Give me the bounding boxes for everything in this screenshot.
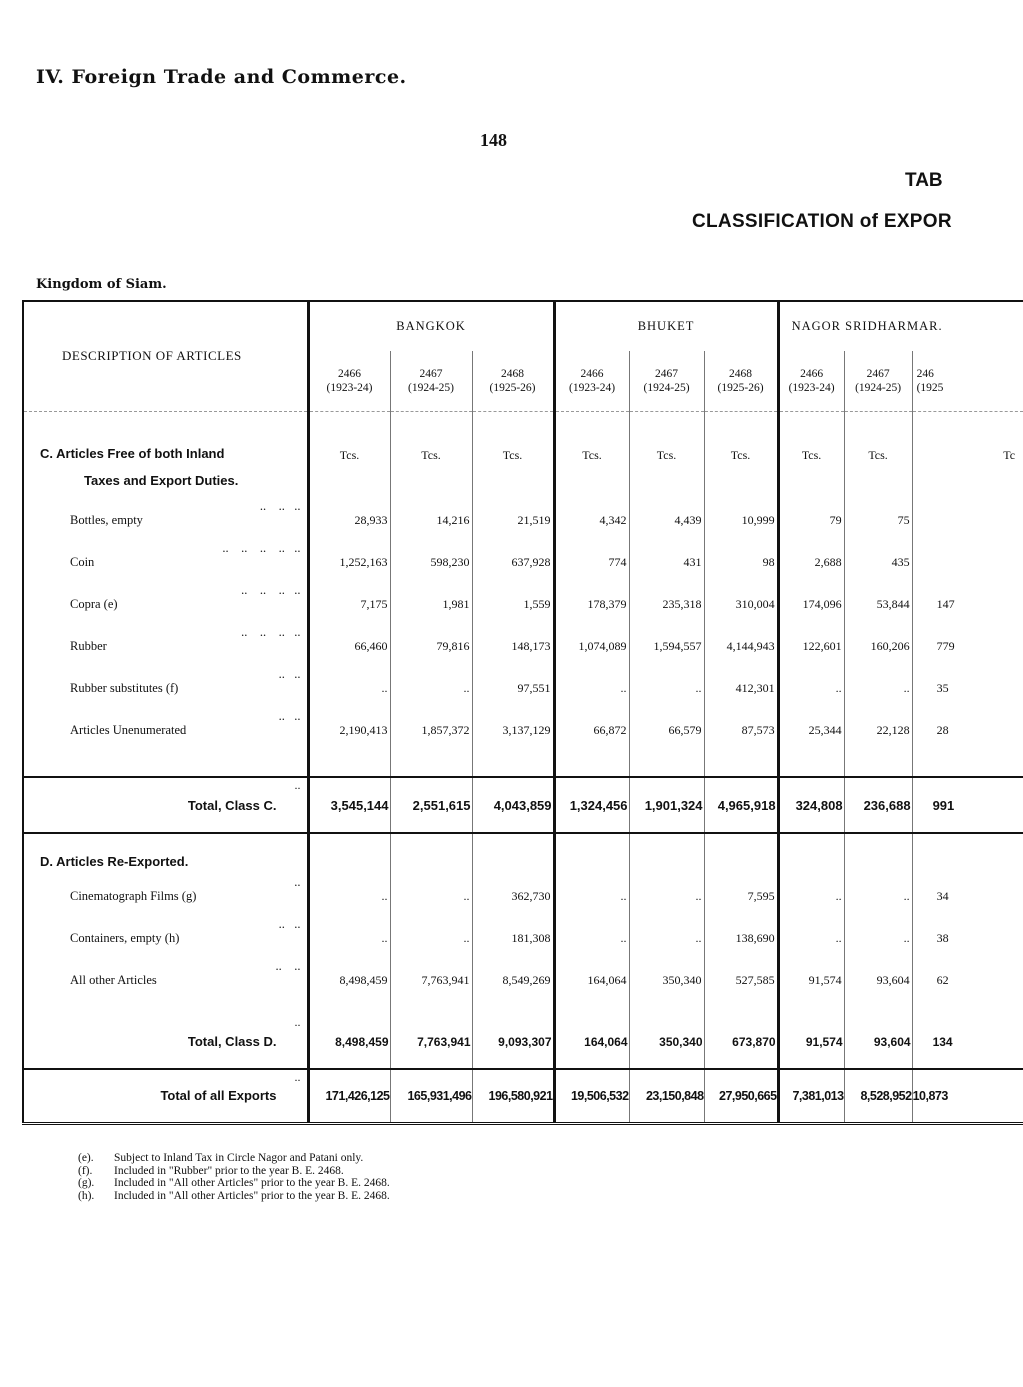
cell-value: 178,379 [554, 583, 629, 625]
cell-value: .. [554, 667, 629, 709]
cell-value: .. [390, 875, 472, 917]
row-label: Coin [70, 554, 95, 569]
unit-label: Tcs. [844, 411, 912, 499]
cell-value: 28 [912, 709, 1023, 751]
cell-value: 87,573 [704, 709, 778, 751]
cell-value: 75 [844, 499, 912, 541]
cell-value: 1,559 [472, 583, 554, 625]
cell-value: .. [554, 875, 629, 917]
exports-table-container [22, 300, 1016, 1140]
cell-value: 53,844 [844, 583, 912, 625]
description-header-cell [23, 301, 308, 411]
cell-value: 181,308 [472, 917, 554, 959]
cell-value: 8,498,459 [308, 959, 390, 1001]
cell-value: .. [629, 667, 704, 709]
total-value: 1,901,324 [629, 777, 704, 833]
year-header: 2468 (1925-26) [704, 351, 778, 411]
table-row: All other Articles .. .. 8,498,459 7,763,941 8,549,269 164,064 350,340 527,585 91,574 93,604 62 [23, 959, 1023, 1001]
class-d-heading: D. Articles Re-Exported. [23, 833, 308, 875]
row-label: Articles Unenumerated [70, 722, 187, 737]
cell-value: 10,999 [704, 499, 778, 541]
total-value: 8,498,459 [308, 1015, 390, 1069]
cell-value: 93,604 [844, 959, 912, 1001]
cell-value: 3,137,129 [472, 709, 554, 751]
table-row: Rubber substitutes (f) .. .. .. .. 97,551 .. .. 412,301 .. .. 35 [23, 667, 1023, 709]
cell-value: 8,549,269 [472, 959, 554, 1001]
cell-value: 7,763,941 [390, 959, 472, 1001]
table-row: Containers, empty (h) .. .. .. .. 181,308 .. .. 138,690 .. .. 38 [23, 917, 1023, 959]
cell-value: 25,344 [778, 709, 844, 751]
section-title: IV. Foreign Trade and Commerce. [36, 66, 407, 88]
cell-value: 79,816 [390, 625, 472, 667]
cell-value: 79 [778, 499, 844, 541]
total-value: 4,043,859 [472, 777, 554, 833]
total-value: 134 [912, 1015, 1023, 1069]
grand-total-value: 165,931,496 [390, 1069, 472, 1123]
year-header: 246 (1925 [912, 351, 1023, 411]
cell-value: 637,928 [472, 541, 554, 583]
total-label: Total, Class C. [187, 797, 277, 813]
cell-value: 35 [912, 667, 1023, 709]
cell-value: 598,230 [390, 541, 472, 583]
total-value: 1,324,456 [554, 777, 629, 833]
row-label: All other Articles [70, 972, 157, 987]
grand-total-label: Total of all Exports [160, 1088, 277, 1104]
year-header: 2467 (1924-25) [844, 351, 912, 411]
row-label: Copra (e) [70, 596, 118, 611]
cell-value: 1,252,163 [308, 541, 390, 583]
year-header: 2467 (1924-25) [390, 351, 472, 411]
cell-value: 148,173 [472, 625, 554, 667]
cell-value: 147 [912, 583, 1023, 625]
cell-value: .. [308, 917, 390, 959]
table-row: Copra (e) .. .. .. .. 7,175 1,981 1,559 178,379 235,318 310,004 174,096 53,844 147 [23, 583, 1023, 625]
cell-value: .. [308, 667, 390, 709]
cell-value: 97,551 [472, 667, 554, 709]
row-label: Bottles, empty [70, 512, 143, 527]
cell-value: 1,594,557 [629, 625, 704, 667]
total-class-c-row: Total, Class C. .. 3,545,144 2,551,615 4,043,859 1,324,456 1,901,324 4,965,918 324,808 236,688 991 [23, 777, 1023, 833]
cell-value: 4,144,943 [704, 625, 778, 667]
cell-value: 527,585 [704, 959, 778, 1001]
table-row: Coin .. .. .. .. .. 1,252,163 598,230 637,928 774 431 98 2,688 435 [23, 541, 1023, 583]
row-label: Rubber substitutes (f) [70, 680, 179, 695]
row-label: Containers, empty (h) [70, 930, 180, 945]
cell-value: .. [390, 917, 472, 959]
grand-total-row: Total of all Exports .. 171,426,125 165,931,496 196,580,921 19,506,532 23,150,848 27,950,665 7,381,013 8,528,952 10,873 [23, 1069, 1023, 1123]
cell-value: .. [778, 917, 844, 959]
unit-label: Tc [912, 411, 1023, 499]
unit-label: Tcs. [554, 411, 629, 499]
year-header: 2466 (1923-24) [308, 351, 390, 411]
total-value: 91,574 [778, 1015, 844, 1069]
cell-value: 2,190,413 [308, 709, 390, 751]
cell-value: .. [778, 875, 844, 917]
unit-label: Tcs. [778, 411, 844, 499]
total-value: 9,093,307 [472, 1015, 554, 1069]
cell-value: 22,128 [844, 709, 912, 751]
cell-value: 412,301 [704, 667, 778, 709]
exports-table [22, 300, 1023, 1127]
cell-value: 7,175 [308, 583, 390, 625]
year-header: 2466 (1923-24) [778, 351, 844, 411]
cell-value: .. [844, 917, 912, 959]
cell-value: .. [629, 875, 704, 917]
cell-value: 1,074,089 [554, 625, 629, 667]
cell-value: .. [778, 667, 844, 709]
cell-value: 174,096 [778, 583, 844, 625]
cell-value: 4,342 [554, 499, 629, 541]
table-row: Bottles, empty .. .. .. 28,933 14,216 21,519 4,342 4,439 10,999 79 75 [23, 499, 1023, 541]
row-label: Rubber [70, 638, 107, 653]
cell-value: 1,981 [390, 583, 472, 625]
port-bangkok: BANGKOK [308, 301, 554, 351]
cell-value: 4,439 [629, 499, 704, 541]
cell-value: 138,690 [704, 917, 778, 959]
grand-total-value: 10,873 [912, 1069, 1023, 1123]
unit-label: Tcs. [308, 411, 390, 499]
year-header: 2467 (1924-25) [629, 351, 704, 411]
total-value: 7,763,941 [390, 1015, 472, 1069]
total-value: 350,340 [629, 1015, 704, 1069]
total-class-d-row: Total, Class D. .. 8,498,459 7,763,941 9,093,307 164,064 350,340 673,870 91,574 93,604 134 [23, 1015, 1023, 1069]
total-value: 991 [912, 777, 1023, 833]
footnotes [78, 1152, 390, 1202]
cell-value: 62 [912, 959, 1023, 1001]
cell-value: 7,595 [704, 875, 778, 917]
unit-label: Tcs. [704, 411, 778, 499]
cell-value: .. [390, 667, 472, 709]
grand-total-value: 27,950,665 [704, 1069, 778, 1123]
grand-total-value: 8,528,952 [844, 1069, 912, 1123]
cell-value: 28,933 [308, 499, 390, 541]
table-row: Rubber .. .. .. .. 66,460 79,816 148,173 1,074,089 1,594,557 4,144,943 122,601 160,206 779 [23, 625, 1023, 667]
footnote: (h). Included in "All other Articles" prior to the year B. E. 2468. [78, 1189, 390, 1202]
cell-value: 779 [912, 625, 1023, 667]
grand-total-value: 23,150,848 [629, 1069, 704, 1123]
grand-total-value: 196,580,921 [472, 1069, 554, 1123]
cell-value: 310,004 [704, 583, 778, 625]
unit-label: Tcs. [472, 411, 554, 499]
total-value: 324,808 [778, 777, 844, 833]
footnote: (g). Included in "All other Articles" prior to the year B. E. 2468. [78, 1177, 390, 1189]
cell-value: 66,460 [308, 625, 390, 667]
total-value: 2,551,615 [390, 777, 472, 833]
cell-value [912, 541, 1023, 583]
cell-value: 435 [844, 541, 912, 583]
cell-value: 14,216 [390, 499, 472, 541]
cell-value: 235,318 [629, 583, 704, 625]
class-c-heading: C. Articles Free of both Inland Taxes and Export Duties. [23, 411, 308, 499]
cell-value: 38 [912, 917, 1023, 959]
cell-value: .. [629, 917, 704, 959]
cell-value: 98 [704, 541, 778, 583]
description-header: DESCRIPTION OF ARTICLES [62, 348, 242, 364]
unit-label: Tcs. [629, 411, 704, 499]
cell-value: 160,206 [844, 625, 912, 667]
year-header: 2468 (1925-26) [472, 351, 554, 411]
total-value: 93,604 [844, 1015, 912, 1069]
port-nagor-sridharmar: NAGOR SRIDHARMAR. [778, 301, 1023, 351]
cell-value: 1,857,372 [390, 709, 472, 751]
grand-total-value: 171,426,125 [308, 1069, 390, 1123]
grand-total-value: 7,381,013 [778, 1069, 844, 1123]
cell-value: 774 [554, 541, 629, 583]
cell-value: .. [844, 875, 912, 917]
page-number: 148 [480, 130, 507, 150]
grand-total-value: 19,506,532 [554, 1069, 629, 1123]
footnote: (f). Included in "Rubber" prior to the year B. E. 2468. [78, 1164, 344, 1177]
cell-value: 164,064 [554, 959, 629, 1001]
total-value: 4,965,918 [704, 777, 778, 833]
table-label: TAB [905, 170, 943, 191]
footnote: (e). Subject to Inland Tax in Circle Nagor and Patani only. [78, 1152, 364, 1164]
cell-value: 2,688 [778, 541, 844, 583]
cell-value: 66,579 [629, 709, 704, 751]
row-label: Cinematograph Films (g) [70, 888, 197, 903]
cell-value: 350,340 [629, 959, 704, 1001]
table-row: Articles Unenumerated .. .. 2,190,413 1,857,372 3,137,129 66,872 66,579 87,573 25,344 22,128 28 [23, 709, 1023, 751]
cell-value: .. [308, 875, 390, 917]
total-value: 3,545,144 [308, 777, 390, 833]
cell-value: 34 [912, 875, 1023, 917]
cell-value: 66,872 [554, 709, 629, 751]
cell-value [912, 499, 1023, 541]
year-header: 2466 (1923-24) [554, 351, 629, 411]
total-label: Total, Class D. [187, 1034, 277, 1049]
unit-label: Tcs. [390, 411, 472, 499]
total-value: 673,870 [704, 1015, 778, 1069]
kingdom-label: Kingdom of Siam. [36, 277, 167, 292]
cell-value: 91,574 [778, 959, 844, 1001]
total-value: 164,064 [554, 1015, 629, 1069]
port-bhuket: BHUKET [554, 301, 778, 351]
table-row: Cinematograph Films (g) .. .. .. 362,730 .. .. 7,595 .. .. 34 [23, 875, 1023, 917]
classification-title: CLASSIFICATION of EXPOR [692, 211, 952, 232]
cell-value: .. [844, 667, 912, 709]
cell-value: 431 [629, 541, 704, 583]
cell-value: .. [554, 917, 629, 959]
total-value: 236,688 [844, 777, 912, 833]
cell-value: 21,519 [472, 499, 554, 541]
cell-value: 362,730 [472, 875, 554, 917]
cell-value: 122,601 [778, 625, 844, 667]
